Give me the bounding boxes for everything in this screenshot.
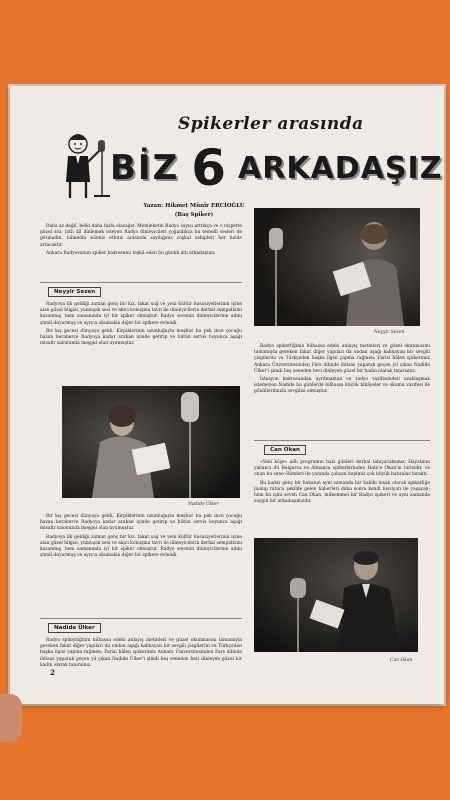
intro-paragraph: Daha az değil, belki daha fazla olacağız. Memleketin Radyo sayısı arttıkça ve o nispette güzel söz, tatlı dil dinlemek isteyen Radyo dinleyicileri çoğaldıkça bu temelli sesleri de görmedin, bilmedin sözmiz ettiniz arasında saydığınız coşkul sahipleri her halde artacaktır. bbox=[40, 224, 242, 248]
neyyir-sezen-text bbox=[40, 302, 242, 349]
body-paragraph: Radyoya ilk geldiği zaman genç bir kız, fakat sağ ve yeni kültür hususiyetlerinin içine alan güzel bilgisi, yumuşak sesi ve akıcı konuşma tavrı ile dinleyicilerin derhal sempatisini kazanmış, hem zamanında iyi bir spiker olmuştur. Radyo sevenin dinleyicilerine adını şimdi duyurmuş ve ayrıca okumakla diğer bir spikere evlendi. bbox=[40, 534, 242, 559]
section-heading-nadide-ulker: Nadide Ülker bbox=[48, 623, 101, 633]
magazine-page bbox=[10, 86, 444, 704]
can-okan-text bbox=[254, 460, 430, 507]
body-paragraph: «Yeni köşe» adlı programın bazı günleri derhal tanıyacaksınız. Hayatının yabancı dil Bulgarca ve Almanca spikerlerinden Hatice Okan'ın birisidir, ve onun bu sene ölümleri ile yanında çalışan hepimiz çok büyük hatıralar bıraktı. bbox=[254, 460, 430, 478]
page-number: 2 bbox=[50, 668, 55, 677]
photo-caption: Neyyir Sezen bbox=[374, 330, 405, 335]
headline-number: 6 bbox=[191, 139, 227, 197]
announcer-mascot-illustration bbox=[56, 130, 112, 202]
divider bbox=[254, 440, 430, 441]
body-paragraph: Radyoya ilk geldiği zaman genç bir kız, fakat sağ ve yeni kültür hususiyetlerinin içine alan güzel bilgisi, yumuşak sesi ve akıcı konuşma tavrı ile dinleyicilerin derhal sempatisini kazanmış, hem zamanında iyi bir spiker olmuştur. Radyo sevenin dinleyicilerine adını şimdi duyurmuş ve ayrıca okumakla diğer bir spikere evlendi. bbox=[40, 302, 242, 326]
body-paragraph: Radyo spikerliğinin bilhassa edebi anlayış metinleri ve güzel okunmasını tamamıyla gereken fakat diğer yapıları da ondan aşağı kalmayan bir sevgili çizgilerini ve Türkçeden başka ilgisi yapma rağmen; Farisi hâlen spikerimiz Ankara Üniversitesinden Fars dilinde ihtisas yaparak geçen yıl çıkan Nadide Ülker'i şimdi beş seneden beri dinleyen güzel bir kadın olarak tanırsınız. bbox=[254, 344, 430, 374]
body-paragraph: Bir kış gecesi dünyaya geldi. Kirpiklerinin uzunluğuyla meşhur bu pek ince çocuğu hazan beraberce Radyoya kadar araban içinde getirip ve bütün servis boyunca aşağı misafir salonunda meşgul olan uyumuştur. bbox=[40, 328, 242, 347]
intro-text bbox=[40, 224, 242, 259]
body-paragraph: Bu kadar genç bir babanın ayni zamanda bir hakiki insan olarak spikerliğe inanıp tutucu şekilde gelen haberleri daha sonra kendi hissiyatı ile yaşayan; hem bu işini seven Can Okan, mükemmel bir Radyo spikeri ve aynı zamanda saygılı bir arkadaşımızdır. bbox=[254, 480, 430, 505]
photo-caption: Can Okan bbox=[390, 658, 413, 663]
section-heading-can-okan: Can Okan bbox=[264, 445, 306, 455]
headline bbox=[110, 140, 442, 196]
divider bbox=[40, 282, 242, 283]
nadide-ulker-text bbox=[40, 638, 242, 668]
body-paragraph: İstasyon kadrosundan ayrılmaktan ve radyo vazifesinden uzaklaşmak istemeyen Nadide bu günlerde bilhassa küçük hikâyeler ve okuma vazifesi ile gönüllerimizin sevgilisi olmuştur. bbox=[254, 377, 430, 395]
body-paragraph: Bir kış gecesi dünyaya geldi. Kirpiklerinin uzunluğuyla meşhur bu pek ince çocuğu hazan beraberce Radyoya kadar araban içinde getirip ve bütün servis boyunca aşağı misafir salonunda meşgul olan uyumuştur. bbox=[40, 514, 242, 532]
byline-author: Yazan: Hikmet Münir ERCİOĞLU bbox=[143, 203, 245, 209]
photo-nadide-ulker bbox=[62, 386, 240, 498]
intro-paragraph: Ankara Radyosunun spiker kadrosunu teşkil eden bu günkü altı arkadaştan: bbox=[46, 250, 216, 256]
title-script: Spikerler arasında bbox=[178, 114, 364, 134]
photo-can-okan bbox=[254, 538, 418, 652]
nadide-ulker-text-continued bbox=[254, 344, 430, 398]
byline bbox=[114, 202, 274, 220]
photo-caption: Nadide Ülker bbox=[188, 502, 219, 507]
neyyir-sezen-text-continued bbox=[40, 514, 242, 561]
finger bbox=[0, 694, 22, 742]
headline-word-biz: BİZ bbox=[110, 148, 180, 188]
byline-role: (Baş Spiker) bbox=[174, 212, 214, 218]
headline-word-arkadasiz: ARKADAŞIZ bbox=[238, 150, 443, 186]
section-heading-neyyir-sezen: Neyyir Sezen bbox=[48, 287, 101, 297]
divider bbox=[40, 618, 242, 619]
body-paragraph: Radyo spikerliğinin bilhassa edebi anlayış metinleri ve güzel okunmasını tamamıyla gereken fakat diğer yapıları da ondan aşağı kalmayan bir sevgili çizgilerini ve Türkçeden başka ilgisi yapma rağmen; Farisi hâlen spikerimiz Ankara Üniversitesinden Fars dilinde ihtisas yaparak geçen yıl çıkan Nadide Ülker'i şimdi beş seneden beri dinleyen güzel bir kadın olarak tanırsınız. bbox=[40, 638, 242, 668]
photo-neyyir-sezen bbox=[254, 208, 420, 326]
